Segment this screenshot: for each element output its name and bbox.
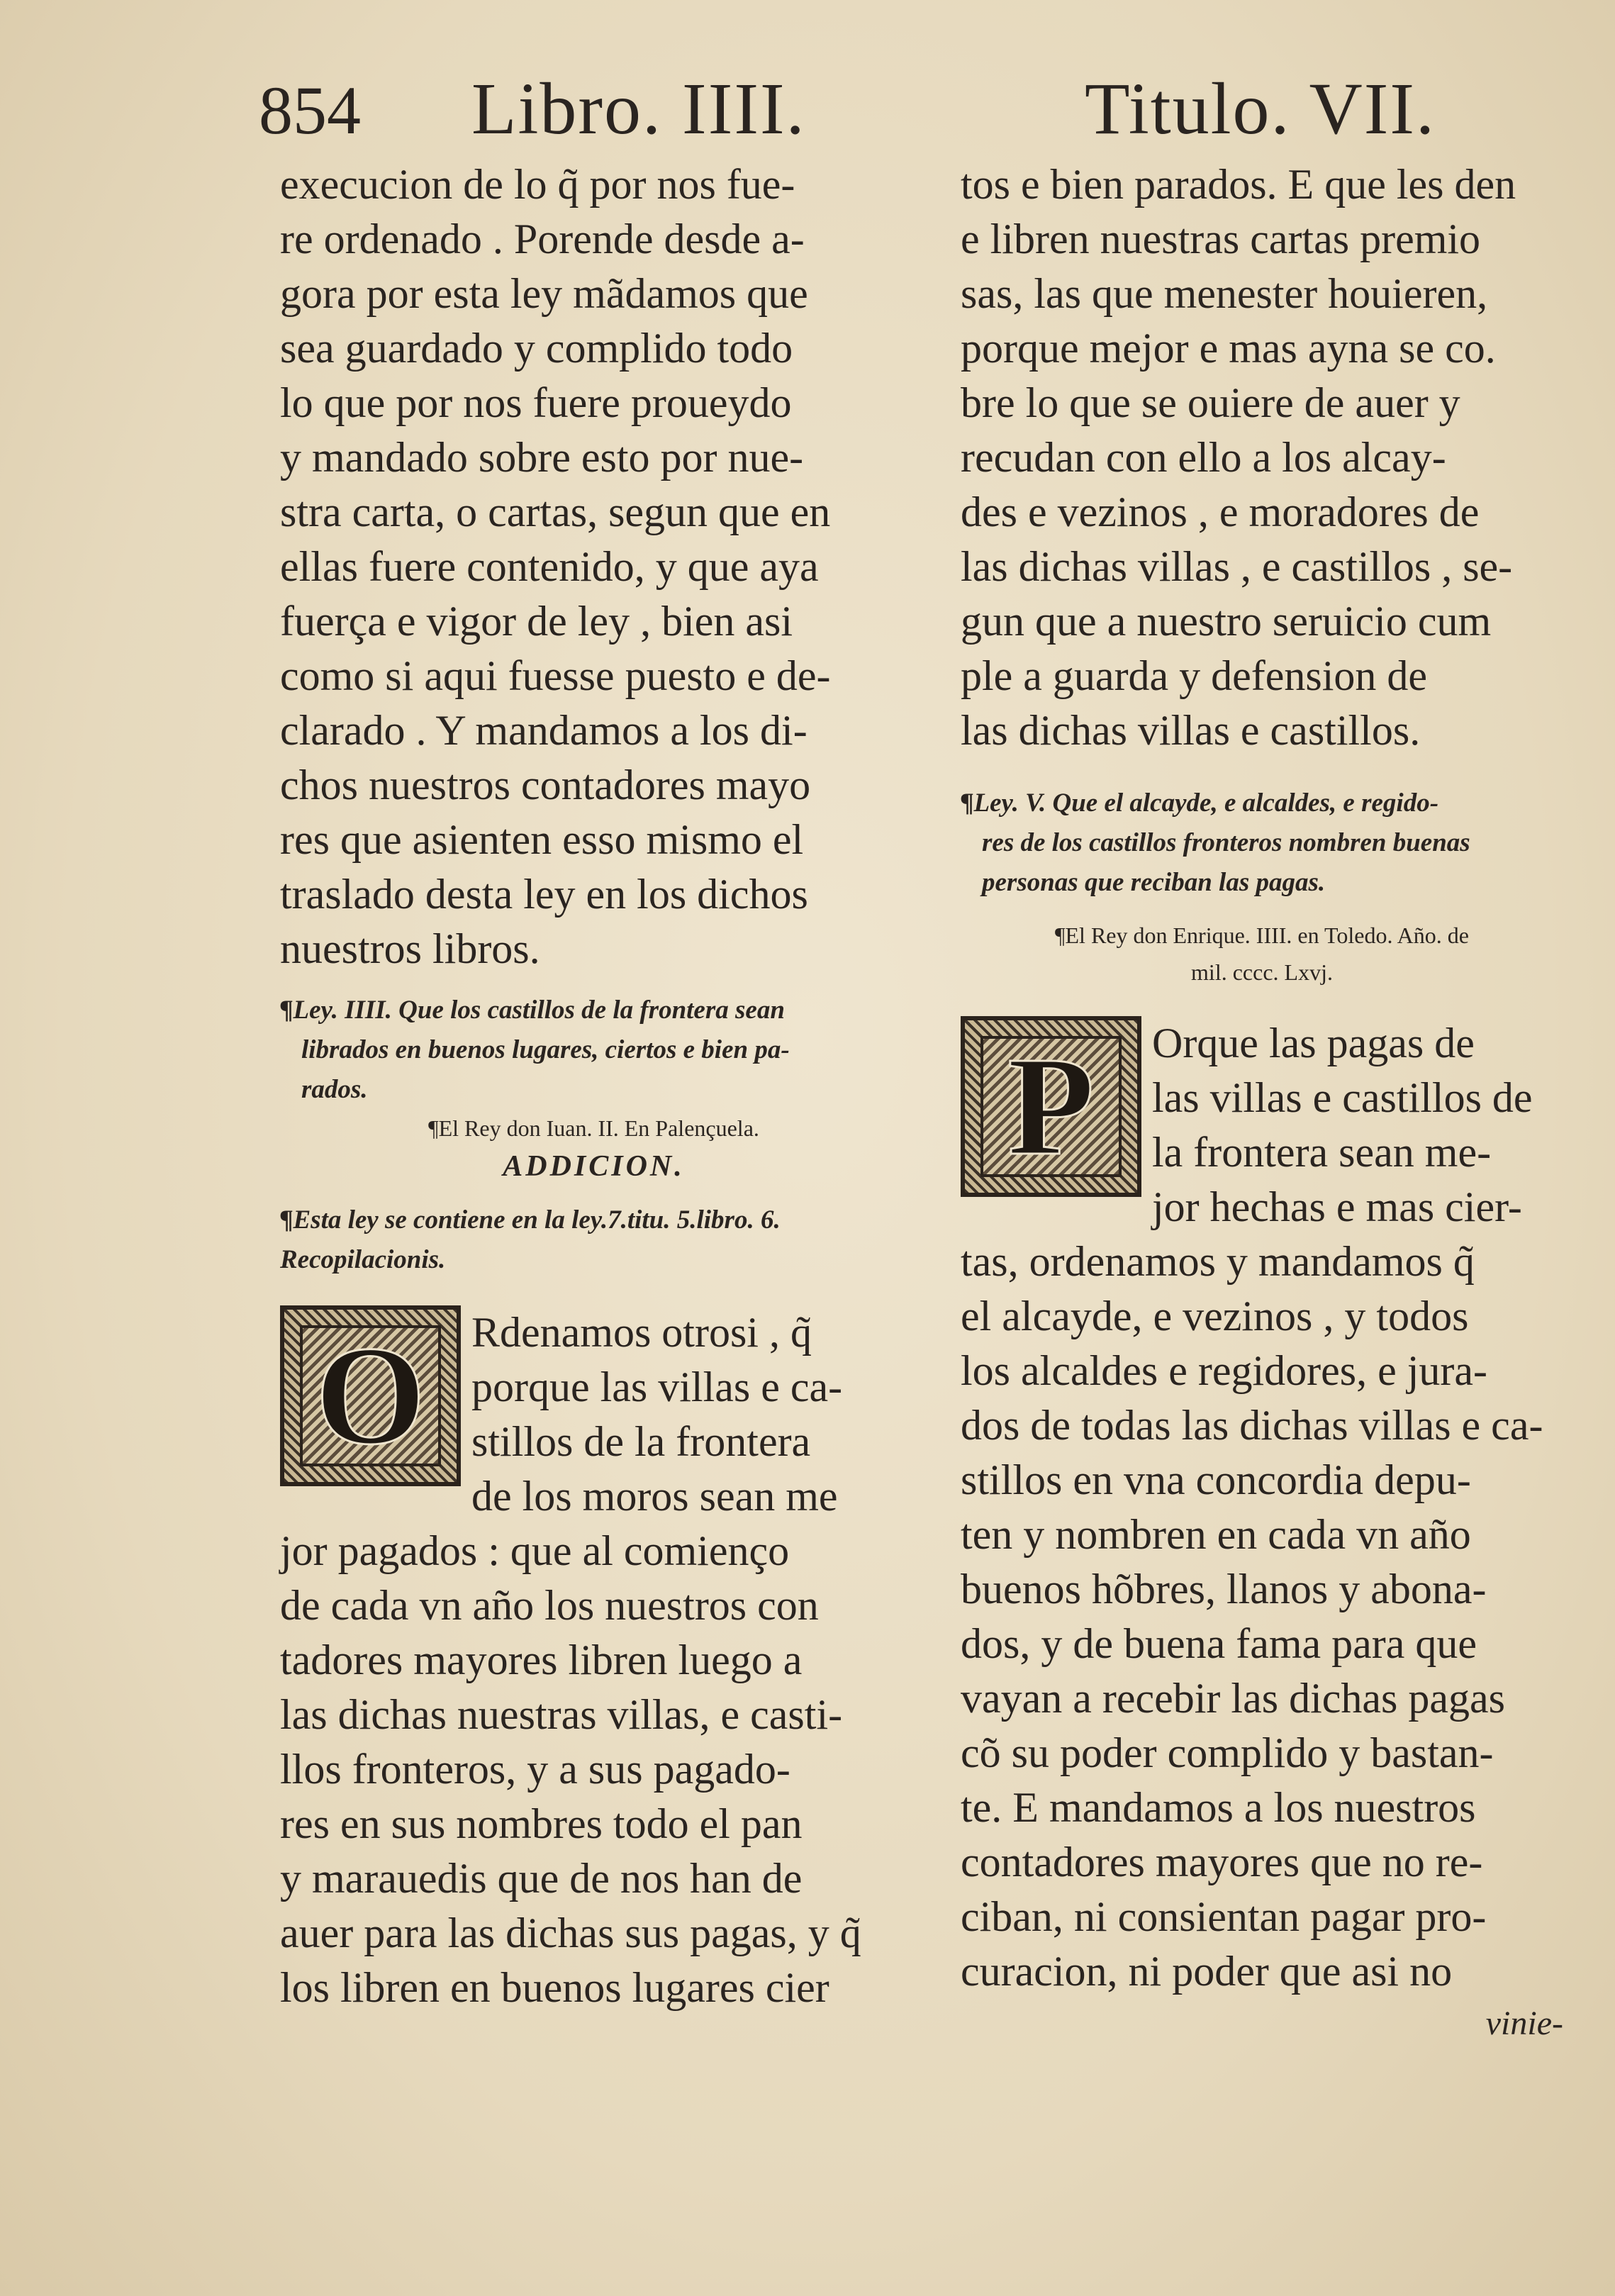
- text-line: Rdenamos otrosi , q̃: [471, 1309, 812, 1356]
- text-line: dos de todas las dichas villas e ca-: [961, 1402, 1543, 1449]
- text-line: porque mejor e mas ayna se co.: [961, 325, 1496, 372]
- text-line: jor pagados : que al comienço: [280, 1527, 790, 1574]
- drop-cap-letter: O: [315, 1317, 426, 1474]
- text-line: Orque las pagas de: [1152, 1020, 1475, 1066]
- text-line: llos fronteros, y a sus pagado-: [280, 1746, 790, 1793]
- text-line: res que asienten esso mismo el: [280, 816, 804, 863]
- text-line: recudan con ello a los alcay-: [961, 434, 1446, 481]
- text-line: buenos hõbres, llanos y abona-: [961, 1566, 1487, 1612]
- cross-reference-note: Recopilacionis.: [280, 1245, 446, 1274]
- text-line: ten y nombren en cada vn año: [961, 1511, 1471, 1558]
- running-head-right: Titulo. VII.: [1085, 68, 1436, 150]
- text-line: ple a guarda y defension de: [961, 652, 1428, 699]
- text-line: jor hechas e mas cier-: [1152, 1183, 1522, 1230]
- law-heading: personas que reciban las pagas.: [982, 868, 1326, 897]
- text-line: las villas e castillos de: [1152, 1074, 1533, 1121]
- right-column: [961, 157, 1563, 2049]
- text-line: lo que por nos fuere proueydo: [280, 379, 792, 426]
- text-line: res en sus nombres todo el pan: [280, 1800, 803, 1847]
- law-heading: librados en buenos lugares, ciertos e bien pa-: [301, 1035, 790, 1064]
- page-number: 854: [259, 72, 361, 148]
- text-line: la frontera sean me-: [1152, 1129, 1492, 1176]
- text-line: stra carta, o cartas, segun que en: [280, 489, 831, 535]
- text-line: de los moros sean me: [471, 1473, 838, 1520]
- text-line: los alcaldes e regidores, e jura-: [961, 1347, 1487, 1394]
- text-line: sas, las que menester houieren,: [961, 270, 1488, 317]
- text-line: gun que a nuestro seruicio cum: [961, 598, 1492, 645]
- text-line: y mandado sobre esto por nue-: [280, 434, 804, 481]
- left-column: [280, 157, 907, 2015]
- text-line: ciban, ni consientan pagar pro-: [961, 1893, 1487, 1940]
- text-line: de cada vn año los nuestros con: [280, 1582, 819, 1629]
- text-line: cõ su poder complido y bastan-: [961, 1729, 1494, 1776]
- text-line: dos, y de buena fama para que: [961, 1620, 1477, 1667]
- law-heading: rados.: [301, 1075, 368, 1104]
- text-line: fuerça e vigor de ley , bien asi: [280, 598, 793, 645]
- text-line: como si aqui fuesse puesto e de-: [280, 652, 831, 699]
- text-line: stillos de la frontera: [471, 1418, 811, 1465]
- text-line: porque las villas e ca-: [471, 1364, 843, 1410]
- text-line: clarado . Y mandamos a los di-: [280, 707, 808, 754]
- addicion-heading: ADDICION.: [503, 1150, 685, 1183]
- text-line: te. E mandamos a los nuestros: [961, 1784, 1476, 1831]
- drop-cap-ornament: [961, 1016, 1141, 1197]
- text-line: traslado desta ley en los dichos: [280, 871, 808, 918]
- text-line: sea guardado y complido todo: [280, 325, 793, 372]
- drop-cap-paragraph: [961, 1016, 1563, 1235]
- text-line: re ordenado . Porende desde a-: [280, 216, 805, 262]
- text-line: gora por esta ley mãdamos que: [280, 270, 808, 317]
- text-line: las dichas villas e castillos.: [961, 707, 1421, 754]
- text-line: auer para las dichas sus pagas, y q̃: [280, 1910, 861, 1956]
- text-line: tas, ordenamos y mandamos q̃: [961, 1238, 1475, 1285]
- drop-cap-letter: P: [1007, 1027, 1095, 1185]
- cross-reference-note: ¶Esta ley se contiene en la ley.7.titu. 5.libro. 6.: [280, 1205, 781, 1235]
- text-line: nuestros libros.: [280, 925, 540, 972]
- attribution: ¶El Rey don Enrique. IIII. en Toledo. Año. de: [1055, 923, 1469, 948]
- text-line: los libren en buenos lugares cier: [280, 1964, 829, 2011]
- law-heading: res de los castillos fronteros nombren buenas: [982, 828, 1470, 857]
- text-line: tos e bien parados. E que les den: [961, 161, 1516, 208]
- catchword: vinie-: [1485, 2005, 1563, 2042]
- text-line: tadores mayores libren luego a: [280, 1637, 803, 1683]
- law-heading: ¶Ley. V. Que el alcayde, e alcaldes, e regido-: [961, 788, 1439, 818]
- text-line: las dichas nuestras villas, e casti-: [280, 1691, 843, 1738]
- text-line: e libren nuestras cartas premio: [961, 216, 1481, 262]
- text-line: contadores mayores que no re-: [961, 1839, 1483, 1885]
- text-line: des e vezinos , e moradores de: [961, 489, 1480, 535]
- law-heading: ¶Ley. IIII. Que los castillos de la frontera sean: [280, 996, 785, 1025]
- text-line: stillos en vna concordia depu-: [961, 1456, 1471, 1503]
- text-line: vayan a recebir las dichas pagas: [961, 1675, 1505, 1722]
- text-line: bre lo que se ouiere de auer y: [961, 379, 1460, 426]
- attribution: mil. cccc. Lxvj.: [1191, 959, 1333, 985]
- drop-cap-ornament: [280, 1305, 461, 1486]
- text-line: y marauedis que de nos han de: [280, 1855, 803, 1902]
- running-head-left: Libro. IIII.: [471, 68, 806, 150]
- text-line: curacion, ni poder que asi no: [961, 1948, 1453, 1995]
- text-line: ellas fuere contenido, y que aya: [280, 543, 819, 590]
- text-line: execucion de lo q̃ por nos fue-: [280, 161, 795, 208]
- drop-cap-paragraph: [280, 1305, 907, 1524]
- attribution: ¶El Rey don Iuan. II. En Palençuela.: [428, 1115, 759, 1141]
- page-header: [0, 57, 1615, 149]
- text-line: las dichas villas , e castillos , se-: [961, 543, 1513, 590]
- text-line: el alcayde, e vezinos , y todos: [961, 1293, 1469, 1339]
- text-line: chos nuestros contadores mayo: [280, 762, 811, 808]
